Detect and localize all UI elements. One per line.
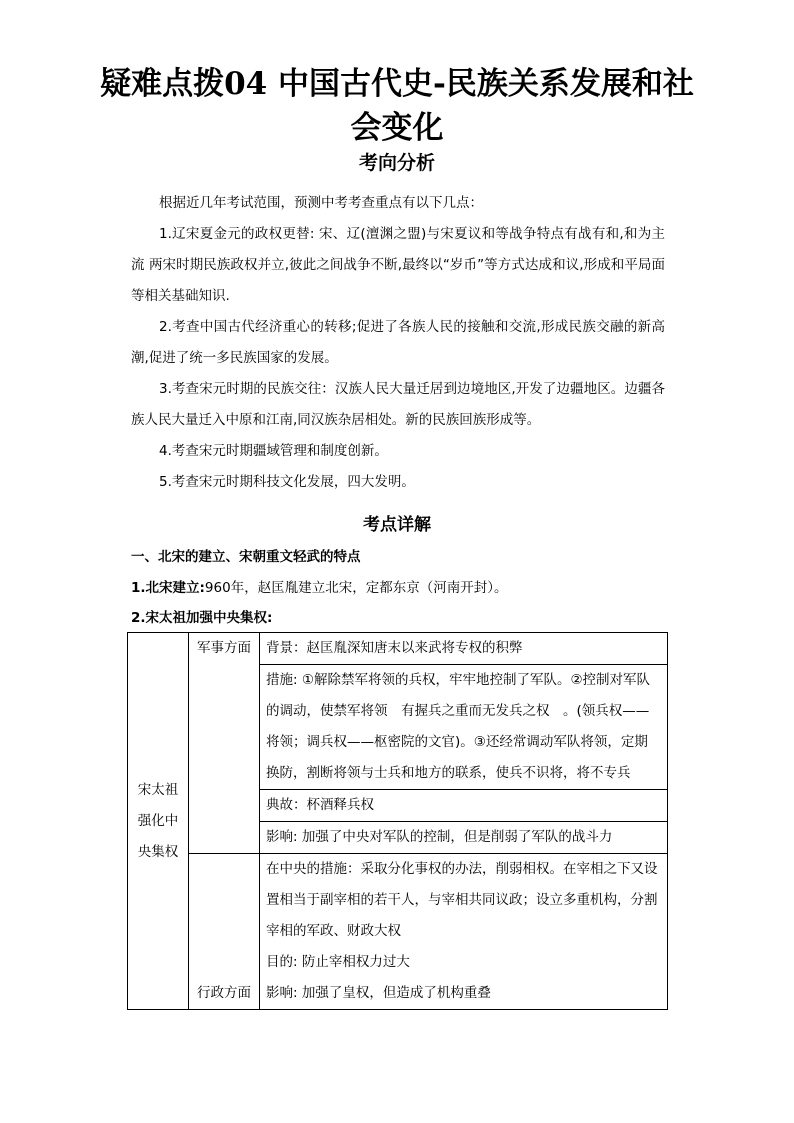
centralization-table xyxy=(127,632,668,1010)
table-row xyxy=(260,633,668,665)
admin-measures: 在中央的措施：采取分化事权的办法，削弱相权。在宰相之下又设置相当于副宰相的若干人，与宰相共同议政；设立多重机构，分割宰相的军政、财政大权 xyxy=(266,861,658,939)
point-1: 1.辽宋夏金元的政权更替: 宋、辽(澶渊之盟)与宋夏议和等战争特点有战有和,和为主流 两宋时期民族政权并立,彼此之间战争不断,最终以“岁币”等方式达成和议,形成和平局面等相关基础知识. xyxy=(131,226,665,304)
table-row xyxy=(260,947,668,978)
table-row xyxy=(260,978,668,1010)
military-label: 军事方面 xyxy=(197,640,251,656)
table-row xyxy=(260,822,668,854)
table-col1-cell xyxy=(128,633,189,1010)
military-allusion: 典故：杯酒释兵权 xyxy=(266,797,374,813)
document-title: 疑难点拨04 中国古代史-民族关系发展和社会变化 xyxy=(100,66,694,146)
item-1 xyxy=(131,576,507,596)
point-5: 5.考查宋元时期科技文化发展，四大发明。 xyxy=(159,474,415,490)
table-row xyxy=(260,854,668,948)
point-4: 4.考查宋元时期疆域管理和制度创新。 xyxy=(159,443,388,459)
intro-paragraph: 根据近几年考试范围，预测中考考查重点有以下几点： xyxy=(159,195,483,211)
admin-purpose: 目的: 防止宰相权力过大 xyxy=(266,954,410,970)
heading-northern-song: 一、北宋的建立、宋朝重文轻武的特点 xyxy=(131,549,361,565)
military-background: 背景：赵匡胤深知唐末以来武将专权的积弊 xyxy=(266,640,523,656)
admin-label: 行政方面 xyxy=(197,985,251,1001)
item-1-text: 960年，赵匡胤建立北宋，定都东京（河南开封）。 xyxy=(204,580,508,596)
military-measures: 措施: ①解除禁军将领的兵权，牢牢地控制了军队。②控制对军队的调动，使禁军将领 有握兵之重而无发兵之权 。(领兵权——将领；调兵权——枢密院的文官)。③还经常调动军队将领，定期换防，割断将领与士兵和地方的联系，使兵不识将，将不专兵 xyxy=(266,672,651,781)
point-3: 3.考查宋元时期的民族交往：汉族人民大量迁居到边境地区,开发了边疆地区。边疆各族人民大量迁入中原和江南,同汉族杂居相处。新的民族回族形成等。 xyxy=(131,381,665,428)
item-2-label: 2.宋太祖加强中央集权: xyxy=(131,610,273,626)
table-row xyxy=(260,790,668,822)
item-1-label: 1.北宋建立: xyxy=(131,580,205,596)
point-2: 2.考查中国古代经济重心的转移;促进了各族人民的接触和交流,形成民族交融的新高潮,促进了统一多民族国家的发展。 xyxy=(131,319,665,366)
admin-label-cell xyxy=(189,854,260,1010)
table-row xyxy=(260,665,668,790)
section-title-analysis: 考向分析 xyxy=(358,152,435,174)
military-impact: 影响: 加强了中央对军队的控制，但是削弱了军队的战斗力 xyxy=(266,829,613,845)
section-title-details: 考点详解 xyxy=(363,515,431,535)
table-col1-text: 宋太祖强化中央集权 xyxy=(137,781,179,860)
admin-impact: 影响: 加强了皇权，但造成了机构重叠 xyxy=(266,985,491,1001)
military-label-cell xyxy=(189,633,260,854)
